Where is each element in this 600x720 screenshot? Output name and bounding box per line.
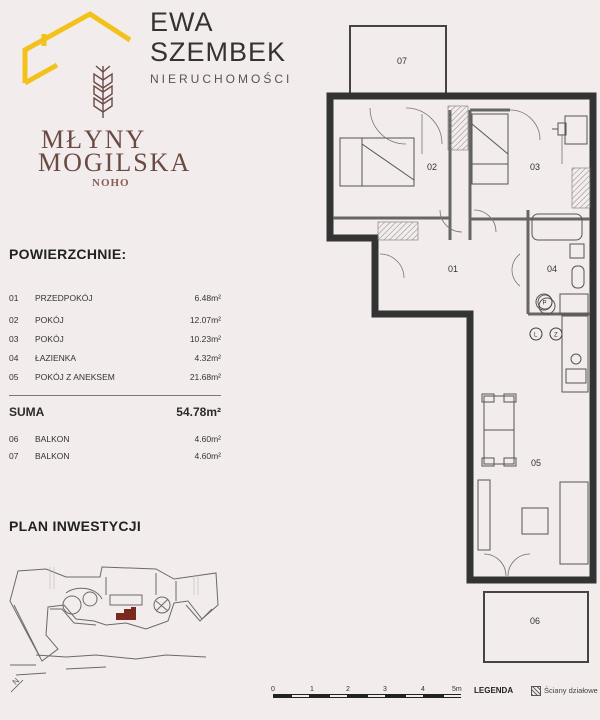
area-label: BALKON	[35, 451, 70, 461]
area-value: 6.48m²	[194, 293, 221, 303]
area-num: 04	[9, 353, 19, 363]
scale-tick-0: 0	[271, 686, 275, 693]
scale-tick-4: 4	[421, 686, 425, 693]
room-label-01: 01	[448, 264, 459, 274]
area-num: 01	[9, 293, 19, 303]
site-plan-title: PLAN INWESTYCJI	[9, 518, 142, 534]
area-num: 06	[9, 434, 19, 444]
area-num: 03	[9, 334, 19, 344]
scale-tick-5: 5m	[452, 686, 462, 693]
sum-label: SUMA	[9, 405, 45, 419]
area-row	[9, 353, 221, 369]
wheat-emblem-icon	[88, 62, 118, 122]
site-plan	[6, 565, 226, 690]
room-label-05: 05	[531, 458, 542, 468]
area-label: PRZEDPOKÓJ	[35, 293, 93, 303]
area-label: ŁAZIENKA	[35, 353, 77, 363]
fixture-l: L	[534, 332, 538, 339]
area-row	[9, 434, 221, 450]
brand-name-line2: SZEMBEK	[150, 37, 287, 67]
area-sum	[9, 405, 221, 425]
brand-tagline: NIERUCHOMOŚCI	[150, 72, 293, 86]
brand-name-line1: EWA	[150, 7, 214, 37]
room-label-06: 06	[530, 616, 541, 626]
divider	[9, 395, 221, 396]
scale-tick-2: 2	[346, 686, 350, 693]
floor-plan	[270, 14, 600, 664]
scale-tick-3: 3	[383, 686, 387, 693]
fixture-z: Z	[554, 332, 558, 339]
room-label-03: 03	[530, 162, 541, 172]
area-row	[9, 293, 221, 309]
site-highlight	[116, 607, 136, 620]
area-label: POKÓJ	[35, 315, 64, 325]
area-row	[9, 451, 221, 467]
area-value: 4.60m²	[194, 434, 221, 444]
area-row	[9, 315, 221, 331]
project-subname: NOHO	[92, 177, 130, 189]
project-name-line1: MŁYNY	[41, 125, 147, 154]
area-num: 05	[9, 372, 19, 382]
north-label: N	[10, 676, 22, 687]
area-label: POKÓJ Z ANEKSEM	[35, 372, 115, 382]
area-row	[9, 372, 221, 388]
area-value: 21.68m²	[189, 372, 221, 382]
scale-tick-1: 1	[310, 686, 314, 693]
area-value: 4.60m²	[194, 451, 221, 461]
area-num: 07	[9, 451, 19, 461]
sum-value: 54.78m²	[176, 405, 221, 419]
area-label: POKÓJ	[35, 334, 64, 344]
area-value: 10.23m²	[189, 334, 221, 344]
areas-title: POWIERZCHNIE:	[9, 246, 127, 262]
balcony-06	[484, 592, 588, 662]
room-label-02: 02	[427, 162, 438, 172]
area-label: BALKON	[35, 434, 70, 444]
area-row	[9, 334, 221, 350]
fixture-p: P	[542, 300, 547, 307]
area-num: 02	[9, 315, 19, 325]
legend-swatch-icon	[531, 686, 541, 696]
scale-bar	[270, 684, 470, 702]
project-name-line2: MOGILSKA	[38, 148, 192, 177]
area-value: 12.07m²	[189, 315, 221, 325]
legend-label: LEGENDA	[474, 686, 514, 695]
area-value: 4.32m²	[194, 353, 221, 363]
room-label-07: 07	[397, 56, 408, 66]
legend-item: Ściany działowe	[544, 686, 598, 695]
room-label-04: 04	[547, 264, 558, 274]
